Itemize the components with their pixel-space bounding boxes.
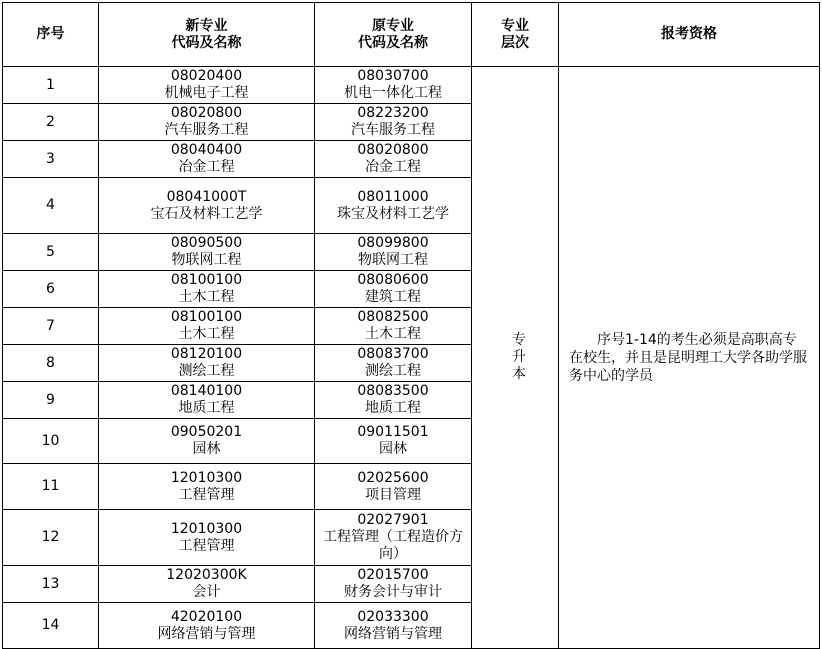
- new-major-name: 冶金工程: [178, 159, 235, 175]
- old-major-code: 08223200: [357, 105, 429, 121]
- row-new-major: [99, 419, 315, 464]
- old-major-name: 地质工程: [365, 400, 421, 416]
- old-major-name: 冶金工程: [365, 159, 421, 175]
- row-new-major: [99, 308, 315, 345]
- header-new-major: [99, 3, 315, 67]
- header-qualification: 报考资格: [559, 3, 820, 67]
- header-level: [472, 3, 559, 67]
- row-new-major: [99, 178, 315, 234]
- new-major-name: 园林: [192, 441, 221, 457]
- old-major-name: 物联网工程: [358, 252, 428, 268]
- new-major-name: 土木工程: [178, 289, 235, 305]
- row-old-major: [315, 67, 472, 104]
- new-major-code: 12010300: [170, 469, 243, 486]
- row-new-major: [99, 271, 315, 308]
- old-major-name: 项目管理: [365, 486, 421, 503]
- new-major-code: 12020300K: [166, 567, 247, 583]
- row-old-major: [315, 603, 472, 649]
- old-major-code: 02015700: [357, 567, 429, 583]
- old-major-name: 测绘工程: [365, 363, 421, 379]
- row-seq: 3: [3, 141, 99, 178]
- new-major-code: 08040400: [170, 142, 243, 158]
- new-major-name: 机械电子工程: [164, 85, 249, 101]
- new-major-name: 宝石及材料工艺学: [150, 205, 263, 222]
- row-old-major: [315, 382, 472, 419]
- table-body: [3, 67, 820, 649]
- header-old-major-line2: 代码及名称: [358, 34, 428, 51]
- row-new-major: [99, 382, 315, 419]
- new-major-name: 网络营销与管理: [157, 625, 256, 642]
- new-major-name: 工程管理: [178, 486, 235, 503]
- old-major-code: 08030700: [357, 68, 429, 84]
- new-major-name: 土木工程: [178, 326, 235, 342]
- old-major-code: 02033300: [357, 608, 429, 625]
- old-major-name: 园林: [379, 441, 407, 457]
- row-old-major: [315, 234, 472, 271]
- old-major-code: 08011000: [357, 188, 429, 205]
- old-major-code: 02025600: [357, 469, 429, 486]
- old-major-name: 汽车服务工程: [351, 122, 435, 138]
- old-major-code: 02027901: [357, 512, 429, 528]
- old-major-name: 机电一体化工程: [344, 85, 442, 101]
- header-level-line1: 专业: [501, 17, 529, 34]
- row-new-major: [99, 104, 315, 141]
- old-major-code: 08083500: [357, 383, 429, 399]
- row-seq: 1: [3, 67, 99, 104]
- major-mapping-table: [2, 2, 820, 649]
- row-old-major: [315, 308, 472, 345]
- old-major-code: 08082500: [357, 309, 429, 325]
- row-old-major: [315, 345, 472, 382]
- row-seq: 7: [3, 308, 99, 345]
- row-old-major: [315, 566, 472, 603]
- old-major-code: 09011501: [357, 424, 429, 440]
- qualification-text: 序号1-14的考生必须是高职高专在校生，并且是昆明理工大学各助学服务中心的学员: [569, 331, 807, 384]
- row-new-major: [99, 234, 315, 271]
- table-row: [3, 67, 820, 104]
- old-major-code: 08080600: [357, 272, 429, 288]
- new-major-name: 汽车服务工程: [164, 122, 249, 138]
- old-major-code: 08020800: [357, 142, 429, 158]
- new-major-code: 08100100: [170, 309, 243, 325]
- row-new-major: [99, 67, 315, 104]
- new-major-code: 09050201: [170, 424, 243, 440]
- header-level-line2: 层次: [501, 34, 529, 51]
- qualification-cell: [559, 67, 820, 649]
- row-seq: 2: [3, 104, 99, 141]
- new-major-code: 12010300: [170, 520, 243, 537]
- old-major-code: 08083700: [357, 346, 429, 362]
- header-old-major-line1: 原专业: [372, 17, 414, 34]
- new-major-code: 08020800: [170, 105, 243, 121]
- new-major-code: 08100100: [170, 272, 243, 288]
- row-seq: 13: [3, 566, 99, 603]
- row-seq: 11: [3, 464, 99, 510]
- row-seq: 8: [3, 345, 99, 382]
- row-seq: 6: [3, 271, 99, 308]
- row-seq: 9: [3, 382, 99, 419]
- new-major-name: 物联网工程: [171, 252, 242, 268]
- row-new-major: [99, 566, 315, 603]
- row-new-major: [99, 510, 315, 566]
- row-old-major: [315, 104, 472, 141]
- header-old-major: [315, 3, 472, 67]
- row-new-major: [99, 141, 315, 178]
- new-major-code: 08020400: [170, 68, 243, 84]
- row-seq: 12: [3, 510, 99, 566]
- row-old-major: [315, 271, 472, 308]
- new-major-code: 08120100: [170, 346, 243, 362]
- header-row: [3, 3, 820, 67]
- new-major-name: 测绘工程: [178, 363, 235, 379]
- row-new-major: [99, 345, 315, 382]
- row-old-major: [315, 178, 472, 234]
- row-new-major: [99, 603, 315, 649]
- old-major-name: 网络营销与管理: [344, 625, 442, 642]
- new-major-name: 工程管理: [178, 537, 235, 554]
- new-major-code: 42020100: [170, 608, 243, 625]
- row-new-major: [99, 464, 315, 510]
- row-old-major: [315, 464, 472, 510]
- header-new-major-line1: 新专业: [185, 17, 228, 34]
- row-seq: 5: [3, 234, 99, 271]
- old-major-code: 08099800: [357, 235, 429, 251]
- level-cell: 专升本: [472, 67, 559, 649]
- new-major-code: 08090500: [170, 235, 243, 251]
- row-old-major: [315, 141, 472, 178]
- new-major-code: 08140100: [170, 383, 243, 399]
- old-major-name: 土木工程: [365, 326, 421, 342]
- old-major-name: 建筑工程: [365, 289, 421, 305]
- row-old-major: [315, 419, 472, 464]
- row-seq: 4: [3, 178, 99, 234]
- row-seq: 10: [3, 419, 99, 464]
- new-major-code: 08041000T: [166, 188, 247, 205]
- old-major-name: 珠宝及材料工艺学: [337, 205, 449, 222]
- new-major-name: 地质工程: [178, 400, 235, 416]
- new-major-name: 会计: [192, 584, 221, 600]
- header-seq: 序号: [3, 3, 99, 67]
- old-major-name: 工程管理（工程造价方向）: [323, 529, 463, 562]
- row-old-major: [315, 510, 472, 566]
- header-new-major-line2: 代码及名称: [171, 34, 242, 51]
- old-major-name: 财务会计与审计: [344, 584, 442, 600]
- row-seq: 14: [3, 603, 99, 649]
